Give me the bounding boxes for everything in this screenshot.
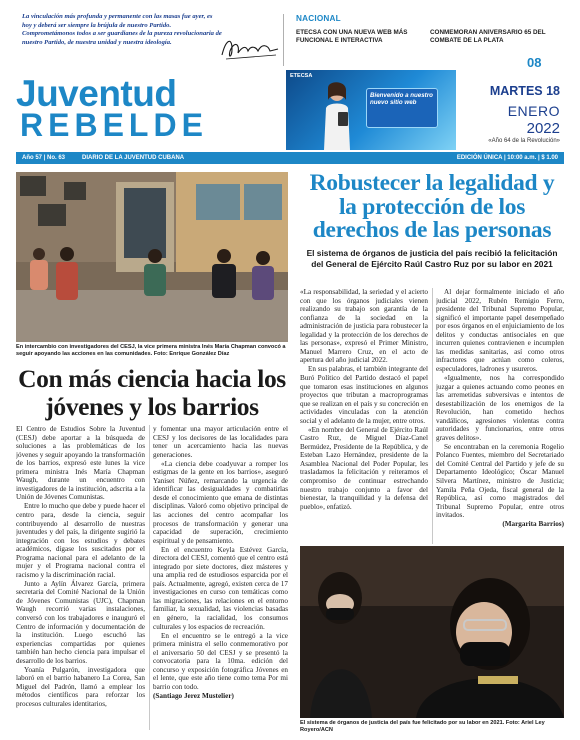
column-divider xyxy=(149,425,150,730)
leader-quote xyxy=(22,13,277,68)
ad-text: Bienvenido a nuestro nuevo sitio web xyxy=(370,92,433,107)
page-number: 08 xyxy=(527,55,542,70)
paragraph: En el encuentro Keyla Estévez García, directora del CESJ, comentó que el centro está integrado por siete doctores, diez másteres y una amplia red de estudiosos esparcida por el país. Actualmente, agregó, existen cerca de 17 investigaciones en curso con temáticas como las migraciones, las relaciones en el entorno familiar, la sexualidad, las violencias basadas en género, la racialidad, los consumos culturales y los espacios de recreación. xyxy=(153,545,288,631)
paragraph: Yoanía Pulgarón, investigadora que laboró en el barrio habanero La Corea, San Miguel del Padrón, llamó a emplear los métodos científicos para reforzar los procesos culturales identitarios, xyxy=(16,665,145,708)
etecsa-ad[interactable] xyxy=(286,70,456,150)
headline-legalidad[interactable]: Robustecer la legalidad y la protección de los derechos de las personas xyxy=(309,170,555,243)
issue-number: Año 57 | No. 63 xyxy=(22,154,66,161)
photo-caption-right: El sistema de órganos de justicia del país fue felicitado por su labor en 2021. Foto: Ariel Ley Royero/ACN xyxy=(300,720,545,733)
teaser-etecsa[interactable]: ETECSA CON UNA NUEVA WEB MÁS FUNCIONAL E INTERACTIVA xyxy=(296,29,408,44)
paragraph: «La responsabilidad, la seriedad y el acierto con que los órganos judiciales vienen realizando su trabajo son garantía de la confianza de la sociedad en la administración de justicia para robustecer la legalidad y la protección de los derechos de las personas», expresó el Primer Ministro, Manuel Marrero Cruz, en el acto de apertura del año judicial 2022. xyxy=(300,288,428,365)
paragraph: y fomentar una mayor articulación entre el CESJ y los decisores de las localidades para tener un acercamiento hacia las nuevas generaciones. xyxy=(153,425,288,459)
date-day: MARTES 18 xyxy=(489,84,560,98)
date-month: ENERO xyxy=(507,103,560,119)
edition-price: EDICIÓN ÚNICA | 10:00 a.m. | $ 1.00 xyxy=(456,154,558,161)
headline-ciencia[interactable]: Con más ciencia hacia los jóvenes y los barrios xyxy=(18,364,286,421)
info-bar xyxy=(16,152,564,164)
justice-photo xyxy=(300,546,564,718)
signature-icon xyxy=(218,33,282,63)
right-column-2 xyxy=(436,288,564,544)
paragraph: Al dejar formalmente iniciado el año judicial 2022, Rubén Remigio Ferro, presidente del Tribunal Supremo Popular, significó el importante papel desempeñado por esos órganos en el enjuiciamiento de los delitos y conductas antisociales en que incurren quienes contravienen e incumplen las medidas sanitarias, así como otros infractores que actúan como coleros, especuladores, ladrones y usureros. xyxy=(436,288,564,373)
left-column-2 xyxy=(153,425,288,730)
paragraph: El Centro de Estudios Sobre la Juventud (CESJ) debe aportar a la búsqueda de soluciones a las problemáticas de los jóvenes y seguir apoyando la transformación de los barrios, expresó este lunes la vice primera ministra Inés María Chapman Waugh, durante un encuentro con investigadores de la institución, adscrita a la Unión de Jóvenes Comunistas. xyxy=(16,425,145,502)
paragraph: «En nombre del General de Ejército Raúl Castro Ruz, de Miguel Díaz-Canel Bermúdez, Presidente de la República, y de Esteban Lazo Hernández, presidente de la Asamblea Nacional del Poder Popular, les trasladamos la felicitación y reiteramos el compromiso de continuar estrechando nuestro trabajo conjunto a favor del bienestar, la tranquilidad y la defensa del pueblo», enfatizó. xyxy=(300,425,428,511)
meeting-photo-illustration xyxy=(16,172,288,342)
section-tag: NACIONAL xyxy=(296,14,341,23)
woman-figure-icon xyxy=(318,78,356,150)
paragraph: En sus palabras, el también integrante del Buró Político del Partido destacó el papel que tomaron esas instituciones en algunos proyectos que tributan a macroprogramas que se realizan en el país y su concreción en actividades vinculadas con la atención social y el adelanto de la mujer, entre otros. xyxy=(300,365,428,425)
byline: (Margarita Barrios) xyxy=(502,520,564,529)
byline: (Santiago Jerez Mustelier) xyxy=(153,691,234,700)
revolution-year: «Año 64 de la Revolución» xyxy=(488,138,560,144)
meeting-photo xyxy=(16,172,288,342)
ad-brand: ETECSA xyxy=(290,73,313,79)
teaser-aniversario[interactable]: CONMEMORAN ANIVERSARIO 65 DEL COMBATE DE LA PLATA xyxy=(430,29,546,44)
date-year: 2022 xyxy=(526,120,560,137)
photo-caption-left: En intercambio con investigadores del CESJ, la vice primera ministra Inés María Chapman convocó a seguir apoyando las acciones en las comunidades. Foto: Enrique González Díaz xyxy=(16,344,286,357)
paragraph: Se encontraban en la ceremonia Rogelio Polanco Fuentes, miembro del Secretariado del Comité Central del Partido y jefe de su Departamento Ideológico; Óscar Manuel Silvera Martínez, ministro de Justicia; Yamila Peña Ojeda, fiscal general de la República, así como magistrados del Tribunal Supremo Popular, entre otros invitados. xyxy=(436,442,564,520)
column-divider xyxy=(432,288,433,544)
left-column-1 xyxy=(16,425,145,730)
paragraph: Junto a Aylín Álvarez García, primera secretaria del Comité Nacional de la Unión de Jóvenes Comunistas (UJC), Chapman Waugh recorrió varias instalaciones, conversó con los trabajadores e inauguró el Centro de información y documentación de la institución. Luego escuchó las experiencias compartidas por quienes también han hecho ciencia para impulsar el desarrollo de los barrios. xyxy=(16,579,145,665)
paragraph: «La ciencia debe coadyuvar a romper los estigmas de la gente en los barrios», aseguró Yaniset Núñez, remarcando la urgencia de identificar las desigualdades y combatirlas desde el conocimiento que emana de distintas disciplinas. Valoró como objetivo principal de las acciones del centro acompañar los procesos de transformación y generar una capacidad de superación, crecimiento espiritual y de pensamiento. xyxy=(153,459,288,545)
paragraph: Entre lo mucho que debe y puede hacer el centro para, desde la ciencia, seguir contribuyendo al desarrollo de nuestras juventudes y del país, la dirigente sugirió la integración con los estudios y debates académicos, dígase los suscitados por el Programa nacional para el adelanto de la mujer y el Programa nacional contra el racismo y la discriminación racial. xyxy=(16,502,145,579)
quote-text: La vinculación más profunda y permanente con las masas fue ayer, es hoy y deberá ser siempre la brújula de nuestro Partido. Comprometámonos todos a ser guardianes de la pureza revolucionaria de nuestro Partido, de nuestra unidad y nuestra ideología. xyxy=(22,13,222,46)
paragraph: «Igualmente, nos ha correspondido juzgar a quienes actuando como peones en las arremetidas subversivas e intentos de desestabilización de los enemigos de la Revolución, han cometido hechos vandálicos, agresiones violentas contra autoridades y funcionarios, entre otros graves delitos». xyxy=(436,373,564,442)
right-column-1 xyxy=(300,288,428,544)
justice-photo-illustration xyxy=(300,546,564,718)
deck-legalidad: El sistema de órganos de justicia del país recibió la felicitación del General de Ejército Raúl Castro Ruz por su labor en 2021 xyxy=(306,248,558,269)
masthead-divider xyxy=(283,14,284,66)
logo-juventud: Juventud xyxy=(16,73,177,114)
paragraph: En el encuentro se le entregó a la vice primera ministra el sello conmemorativo por el aniversario 50 del CESJ y se presentó la convocatoria para la 10ma. edición del concurso y exposición fotográfica Jóvenes en el lente, que este año tiene como tema Por mi barrio con todo. xyxy=(153,631,288,691)
paper-tagline: DIARIO DE LA JUVENTUD CUBANA xyxy=(82,154,185,161)
logo-rebelde: REBELDE xyxy=(20,107,208,143)
